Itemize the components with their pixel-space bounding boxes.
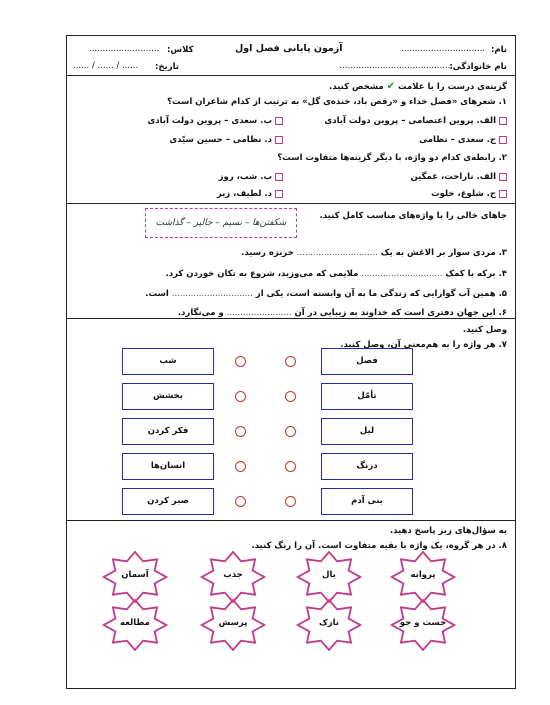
checkbox-icon[interactable] [499, 117, 507, 125]
match-right-4: درنگ [321, 453, 413, 480]
blank-3[interactable]: .............................. [296, 248, 378, 258]
match-dot[interactable] [285, 496, 296, 507]
star-word[interactable] [293, 551, 365, 603]
q1-option-a[interactable]: الف. پروین اعتصامی – پروین دولت آبادی [324, 116, 507, 126]
star-word[interactable] [387, 599, 459, 651]
match-dot[interactable] [285, 391, 296, 402]
star-word[interactable] [99, 599, 171, 651]
star-word[interactable] [293, 599, 365, 651]
section1-instruction: گزینه‌ی درست را با علامت ✔ مشخص کنید. [329, 81, 507, 92]
star-label: آسمان [121, 570, 149, 580]
q1-option-d[interactable]: د. نظامی – حسین سیّدی [169, 135, 283, 145]
star-word[interactable] [387, 551, 459, 603]
question-1: ۱. شعرهای «فصل خداء و «رقص باد، خنده‌ی گل» به ترتیب از کدام شاعران است؟ [167, 97, 507, 107]
match-dot[interactable] [235, 426, 246, 437]
q1-option-b[interactable]: ب. سعدی – پروین دولت آبادی [147, 116, 283, 126]
question-5: ۵. همین آب گوارایی که زندگی ما به آن وابسته است، یکی از .............................. است. [145, 289, 507, 299]
match-dot[interactable] [235, 391, 246, 402]
section4-heading: به سؤال‌های زیر پاسخ دهید. [389, 526, 507, 536]
q2-option-a[interactable]: الف. ناراحت، غمگین [411, 172, 508, 182]
blank-6[interactable]: ........................ [226, 308, 292, 318]
match-right-3: لیل [321, 418, 413, 445]
match-dot[interactable] [235, 461, 246, 472]
date-value[interactable]: ...... / ...... / ...... [73, 61, 139, 71]
family-label: نام خانوادگی: [449, 62, 507, 72]
class-label: کلاس: [167, 45, 194, 55]
q1-option-c[interactable]: ج. سعدی – نظامی [419, 135, 507, 145]
q2-option-c[interactable]: ج. شلوغ، خلوت [431, 189, 507, 199]
checkbox-icon[interactable] [275, 173, 283, 181]
match-dot[interactable] [235, 496, 246, 507]
star-word[interactable] [197, 551, 269, 603]
match-left-4: انسان‌ها [122, 453, 214, 480]
question-3: ۳. مردی سوار بر الاغش به یک .............................. خربزه رسید. [241, 248, 507, 258]
name-label: نام: [490, 45, 507, 55]
match-dot[interactable] [235, 356, 246, 367]
match-left-1: شب [122, 348, 214, 375]
star-label: پروانه [410, 570, 436, 580]
checkbox-icon[interactable] [275, 190, 283, 198]
section3-divider [67, 520, 515, 521]
star-label: بال [322, 570, 336, 580]
match-left-2: بخشش [122, 383, 214, 410]
checkbox-icon[interactable] [499, 136, 507, 144]
section2-instruction: جاهای خالی را با واژه‌های مناسب کامل کنید. [319, 211, 507, 221]
blank-4[interactable]: .............................. [361, 269, 443, 279]
star-label: مطالعه [120, 618, 150, 628]
star-word[interactable] [99, 551, 171, 603]
section2-divider [67, 318, 515, 319]
word-bank: شکفتن‌ها – نسیم – جالیز – گذاشت [145, 208, 297, 238]
question-4: ۴. برکه با کمک .............................. ملایمی که می‌وزید، شروع به تکان خوردن کرد. [165, 269, 507, 279]
checkbox-icon[interactable] [499, 190, 507, 198]
star-label: نازک [319, 618, 339, 628]
question-2: ۲. رابطه‌ی کدام دو واژه، با دیگر گزینه‌ها متفاوت است؟ [277, 153, 507, 163]
checkbox-icon[interactable] [499, 173, 507, 181]
header-divider [67, 75, 515, 76]
question-8: ۸. در هر گروه، یک واژه با بقیه متفاوت است. آن را رنگ کنید. [251, 541, 507, 551]
match-right-5: بنی آدم [321, 488, 413, 515]
q2-option-d[interactable]: د. لطیف، زبر [217, 189, 283, 199]
match-left-5: صبر کردن [122, 488, 214, 515]
match-dot[interactable] [285, 426, 296, 437]
question-6: ۶. این جهان دفتری است که خداوند به زیبایی در آن ........................ و می‌نگارد. [177, 308, 507, 318]
star-label: جذب [223, 570, 243, 580]
question-7: ۷. هر واژه را به هم‌معنی آن، وصل کنید. [340, 340, 507, 350]
section3-heading: وصل کنید. [462, 325, 507, 335]
q2-option-b[interactable]: ب. شب، روز [219, 172, 283, 182]
match-right-1: فصل [321, 348, 413, 375]
name-dots[interactable]: ............................... [401, 44, 485, 54]
star-label: پرسش [218, 618, 248, 628]
match-right-2: تأمّل [321, 383, 413, 410]
star-label: جست و جو [399, 618, 447, 628]
class-dots[interactable]: .......................... [89, 44, 160, 54]
section1-divider [67, 203, 515, 204]
worksheet [66, 35, 516, 689]
match-dot[interactable] [285, 461, 296, 472]
checkbox-icon[interactable] [275, 117, 283, 125]
check-icon: ✔ [386, 81, 396, 92]
date-label: تاریخ: [155, 62, 179, 72]
exam-title: آزمون پایانی فصل اول [235, 43, 343, 54]
match-dot[interactable] [285, 356, 296, 367]
checkbox-icon[interactable] [275, 136, 283, 144]
blank-5[interactable]: .............................. [171, 289, 253, 299]
family-dots[interactable]: .......................................... [339, 61, 453, 71]
match-left-3: فکر کردن [122, 418, 214, 445]
star-word[interactable] [197, 599, 269, 651]
